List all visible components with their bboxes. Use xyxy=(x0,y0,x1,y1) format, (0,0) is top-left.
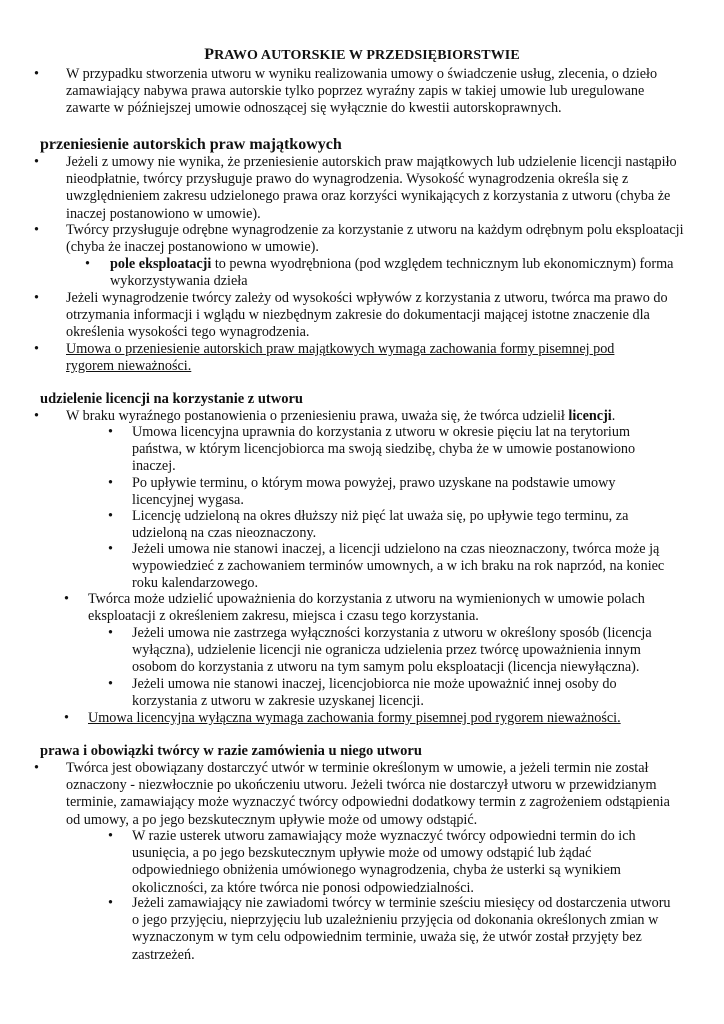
sub-list-item-text: Jeżeli umowa nie stanowi inaczej, licencjobiorca nie może upoważnić innej osoby do korzystania z utworu w zakresie uzyskanej licencji. xyxy=(132,676,617,710)
bullet: • xyxy=(64,591,69,607)
document-title xyxy=(0,46,724,64)
list-item-text xyxy=(66,408,684,425)
list-item xyxy=(34,408,684,425)
bullet: • xyxy=(108,828,113,844)
sub-list-item xyxy=(85,256,684,290)
sub-list-item xyxy=(108,895,674,964)
bullet: • xyxy=(64,710,69,726)
sub-list-item-text: Umowa licencyjna uprawnia do korzystania z utworu w okresie pięciu lat na terytorium państwa, w którym licencjobiorca ma swoją siedzibę, chyba że w umowie postanowiono inaczej. xyxy=(132,424,636,475)
list-item-text: Jeżeli z umowy nie wynika, że przeniesienie autorskich praw majątkowych lub udzielenie licencji nastąpiło nieodpłatnie, twórcy przysługuje prawo do wynagrodzenia. Wysokość wynagrodzenia określa się z uwzględnieniem zakresu udzielonego prawa oraz korzyści wynikających z korzystania z utworu (chyba że inaczej postanowiono w umowie). xyxy=(66,154,677,222)
bullet: • xyxy=(34,222,39,238)
sub-list-item-text: Licencję udzieloną na okres dłuższy niż pięć lat uważa się, po upływie tego terminu, za udzieloną na czas nieoznaczony. xyxy=(132,508,629,542)
section-heading-transfer: przeniesienie autorskich praw majątkowych xyxy=(40,136,342,153)
term-bold: pole eksploatacji xyxy=(110,256,212,272)
section-heading-licence: udzielenie licencji na korzystanie z utworu xyxy=(40,391,303,407)
list-item-text: Twórca może udzielić upoważnienia do korzystania z utworu na wymienionych w umowie polach eksploatacji z określeniem zakresu, miejsca i czasu tego korzystania. xyxy=(88,591,645,625)
bullet: • xyxy=(108,475,113,491)
bullet: • xyxy=(34,341,39,357)
sub-list-item-text: Po upływie terminu, o którym mowa powyżej, prawo uzyskane na podstawie umowy licencyjnej wygasa. xyxy=(132,475,616,509)
bullet: • xyxy=(108,424,113,440)
bullet: • xyxy=(34,760,39,776)
sub-list-item-text: Jeżeli zamawiający nie zawiadomi twórcy w terminie sześciu miesięcy od dostarczenia utworu o jego przyjęciu, nieprzyjęciu lub uzależnieniu przyjęcia od dokonania określonych zmian w wyznaczonym w tym celu odpowiednim terminie, uważa się, że utwór został przyjęty bez zastrzeżeń. xyxy=(132,895,671,963)
sub-list-item xyxy=(108,508,654,542)
bullet: • xyxy=(108,508,113,524)
list-item-text-underlined: Umowa o przeniesienie autorskich praw majątkowych wymaga zachowania formy pisemnej pod rygorem nieważności. xyxy=(66,341,615,375)
list-item xyxy=(34,154,684,223)
list-item xyxy=(34,290,684,342)
text-run: . xyxy=(611,408,616,424)
bullet: • xyxy=(108,541,113,557)
sub-list-item-text: Jeżeli umowa nie stanowi inaczej, a licencji udzielono na czas nieoznaczony, twórca może ją wypowiedzieć z zachowaniem terminów umownych, a w ich braku na rok naprzód, na koniec roku kalendarzowego. xyxy=(132,541,665,592)
sub-list-item-text: Jeżeli umowa nie zastrzega wyłączności korzystania z utworu w określony sposób (licencja wyłączna), udzielenie licencji nie ogranicza udzielenia przez twórcę upoważnienia innym osobom do korzystania z utworu na tym samym polu eksploatacji (licencja niewyłączna). xyxy=(132,625,652,676)
sub-list-item xyxy=(108,475,654,509)
title-text: PRAWO AUTORSKIE W PRZEDSIĘBIORSTWIE xyxy=(204,46,520,63)
sub-list-item-text xyxy=(110,256,684,290)
intro-paragraph: W przypadku stworzenia utworu w wyniku realizowania umowy o świadczenie usług, zlecenia, o dzieło zamawiający nabywa prawa autorskie tylko poprzez wyraźny zapis w takiej umowie lub uregulowane zawarte w późniejszej umowie odnoszącej się wyłącznie do kwestii autorskoprawnych. xyxy=(66,66,658,117)
bullet: • xyxy=(108,625,113,641)
list-item-text: Jeżeli wynagrodzenie twórcy zależy od wysokości wpływów z korzystania z utworu, twórca ma prawo do otrzymania informacji i wglądu w niezbędnym zakresie do dokumentacji mającej istotne znaczenie dla określenia wysokości tego wynagrodzenia. xyxy=(66,290,668,341)
list-item xyxy=(34,66,684,118)
sub-list-item xyxy=(108,625,674,677)
list-item xyxy=(34,222,684,256)
sub-list-item xyxy=(108,828,674,897)
bullet: • xyxy=(85,256,90,272)
bullet: • xyxy=(108,895,113,911)
list-item-text-underlined: Umowa licencyjna wyłączna wymaga zachowania formy pisemnej pod rygorem nieważności. xyxy=(88,710,621,726)
list-item-text: Twórca jest obowiązany dostarczyć utwór w terminie określonym w umowie, a jeżeli termin nie został oznaczony - niezwłocznie po ukończeniu utworu. Jeżeli twórca nie dostarczył utworu w przewidzianym terminie, zamawiający może wyznaczyć twórcy odpowiedni dodatkowy termin z zagrożeniem odstąpienia od umowy, a po jego bezskutecznym upływie może od umowy odstąpić. xyxy=(66,760,670,828)
sub-list-item-text: W razie usterek utworu zamawiający może wyznaczyć twórcy odpowiedni termin do ich usunięcia, a po jego bezskutecznym upływie może od umowy odstąpić lub żądać odpowiedniego obniżenia umówionego wynagrodzenia, chyba że usterki są wynikiem okoliczności, za które twórca nie ponosi odpowiedzialności. xyxy=(132,828,636,896)
list-item xyxy=(64,591,684,625)
bullet: • xyxy=(34,290,39,306)
term-bold: licencji xyxy=(568,408,612,424)
bullet: • xyxy=(108,676,113,692)
bullet: • xyxy=(34,66,39,82)
sub-list-item xyxy=(108,676,674,710)
text-run: W braku wyraźnego postanowienia o przeniesieniu prawa, uważa się, że twórca udzielił xyxy=(66,408,569,424)
term-definition: to pewna wyodrębniona (pod względem technicznym lub ekonomicznym) forma wykorzystywania dzieła xyxy=(110,256,674,290)
list-item xyxy=(34,341,644,375)
section-heading-commission: prawa i obowiązki twórcy w razie zamówienia u niego utworu xyxy=(40,743,422,759)
list-item-text: Twórcy przysługuje odrębne wynagrodzenie za korzystanie z utworu na każdym odrębnym polu eksploatacji (chyba że inaczej postanowiono w umowie). xyxy=(66,222,684,256)
list-item xyxy=(34,760,684,829)
list-item xyxy=(64,710,684,727)
bullet: • xyxy=(34,408,39,424)
bullet: • xyxy=(34,154,39,170)
sub-list-item xyxy=(108,541,682,593)
sub-list-item xyxy=(108,424,654,476)
